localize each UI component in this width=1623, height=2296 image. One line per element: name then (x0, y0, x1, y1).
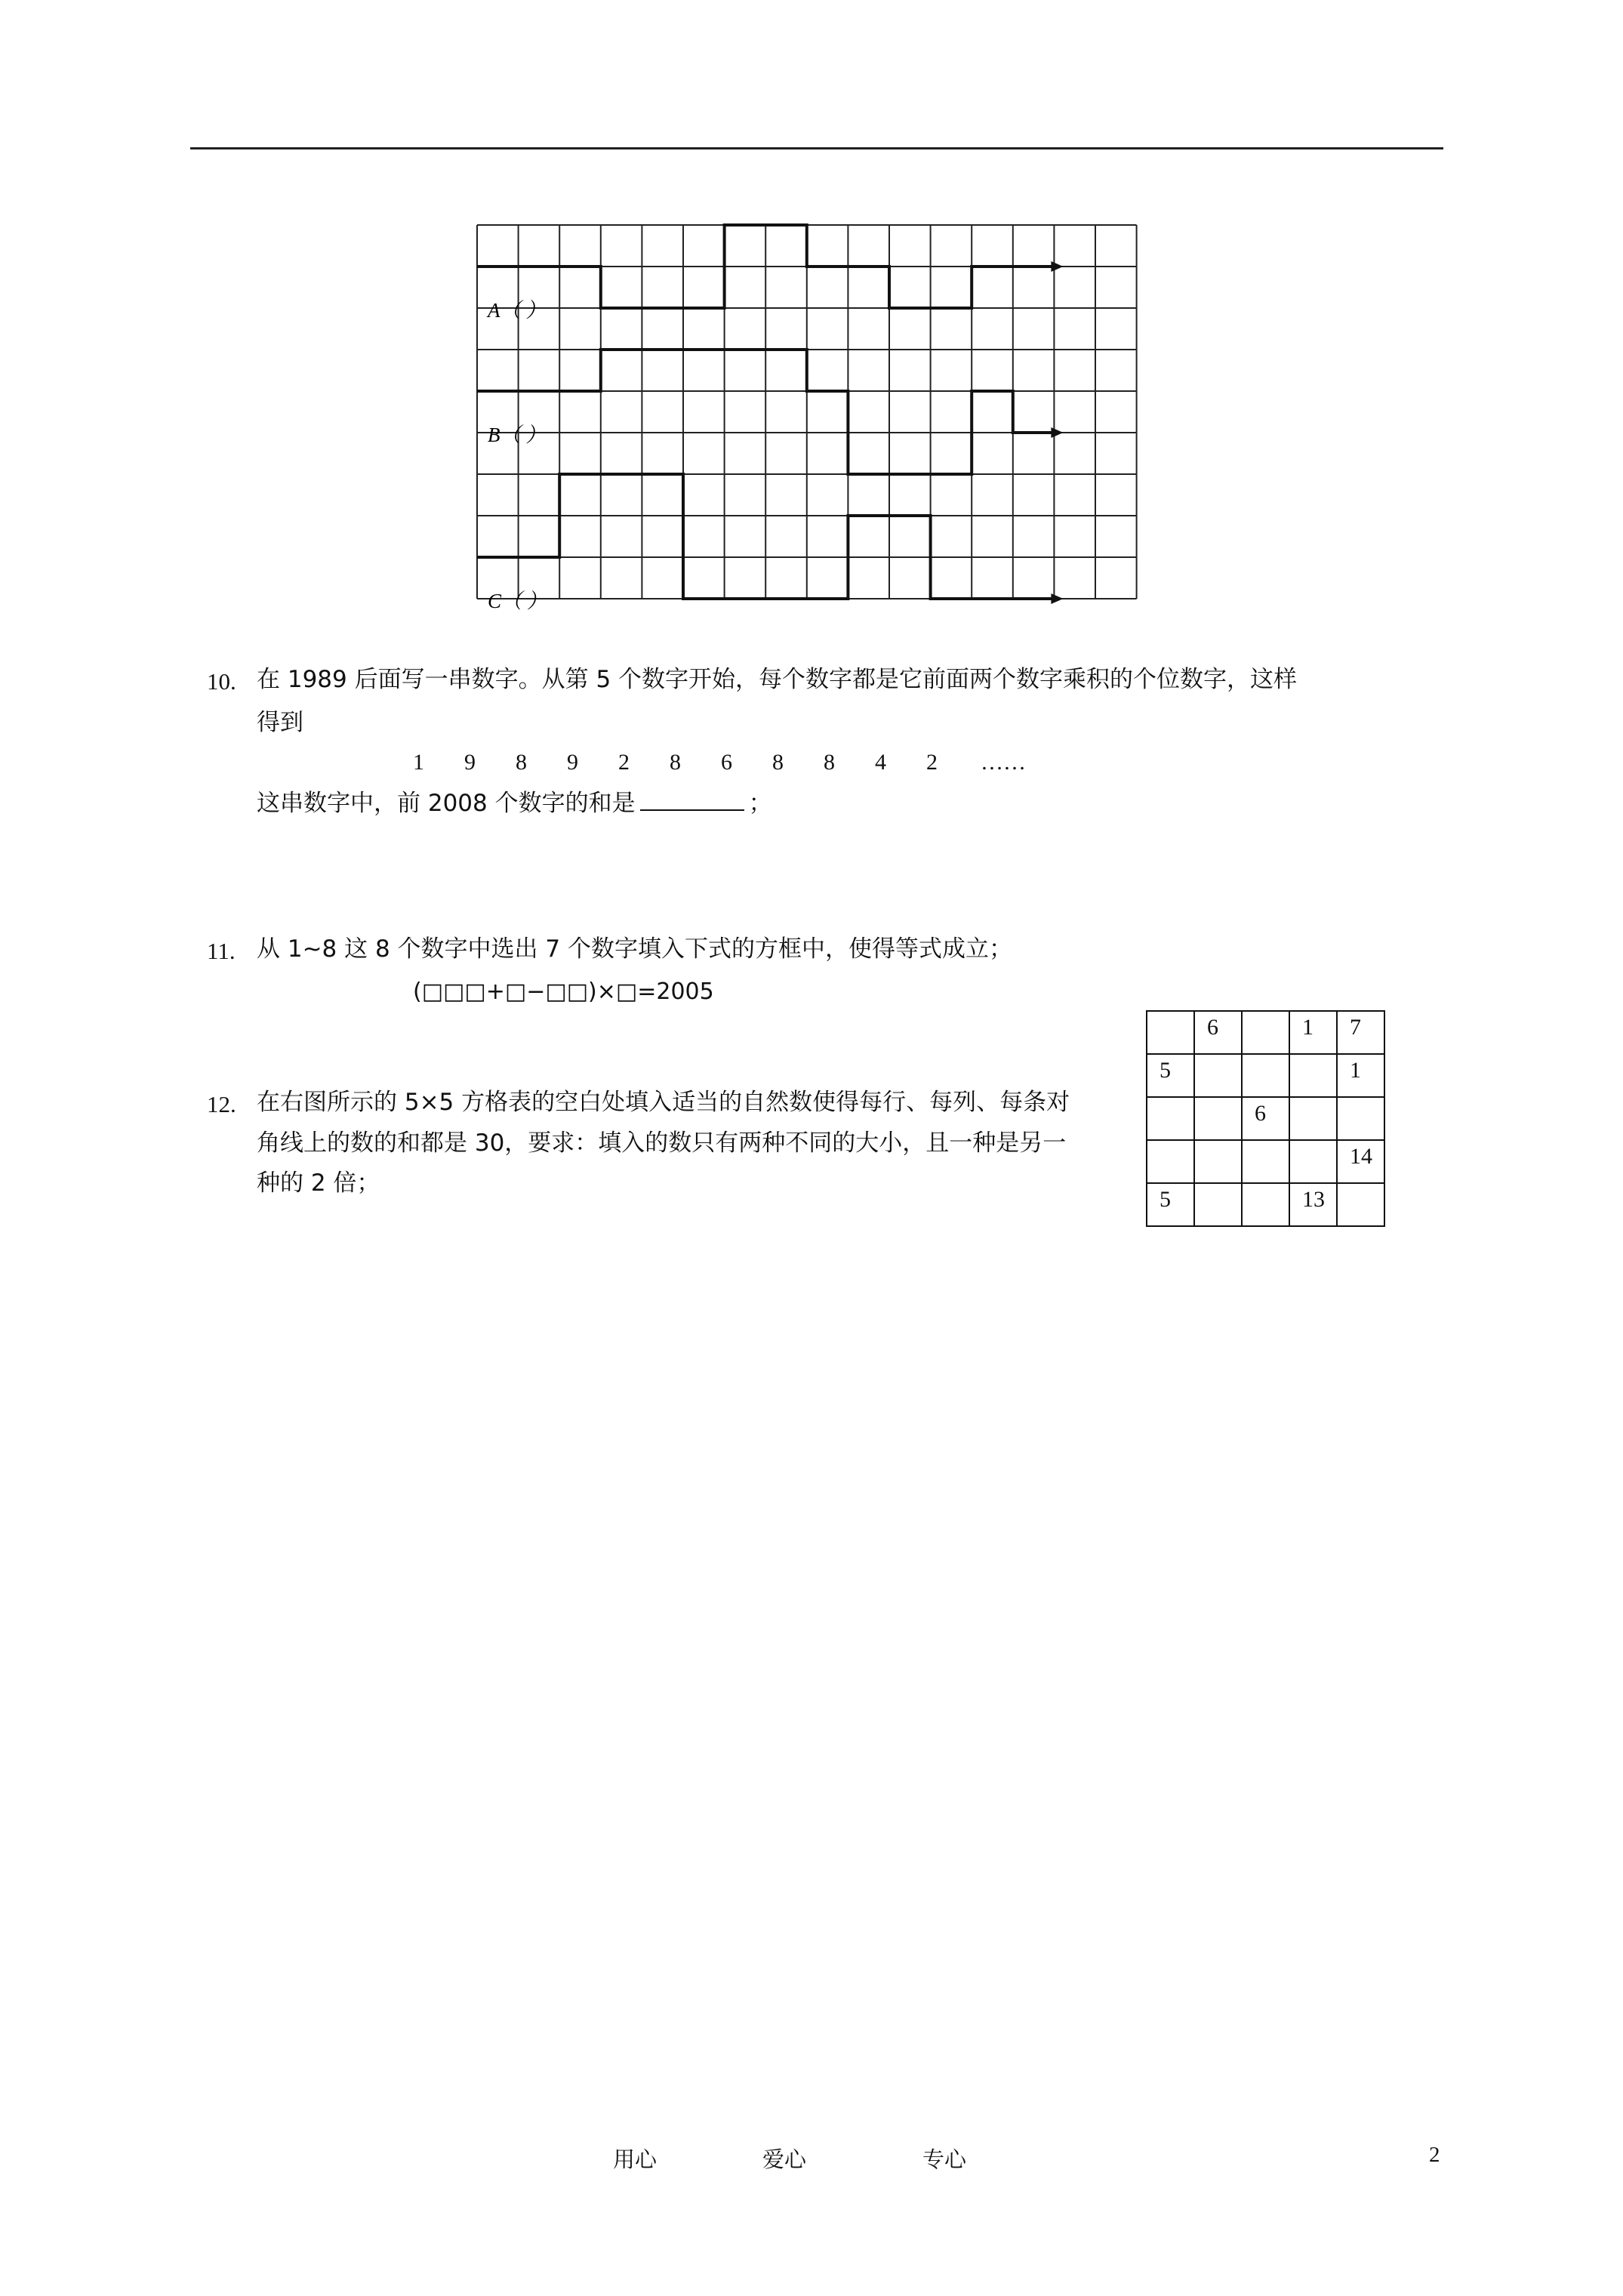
table-cell: 7 (1337, 1011, 1384, 1054)
table-cell (1194, 1097, 1242, 1140)
answer-blank[interactable] (640, 787, 744, 811)
table-cell: 1 (1337, 1054, 1384, 1097)
seq-digit: 8 (516, 750, 527, 775)
q12-number: 12. (207, 1091, 236, 1117)
q10-number: 10. (207, 668, 236, 695)
table-cell: 6 (1194, 1011, 1242, 1054)
table-cell (1194, 1140, 1242, 1183)
table-row (1147, 1097, 1384, 1140)
seq-digit: 1 (413, 750, 424, 775)
table-cell (1147, 1011, 1194, 1054)
q10-sequence (413, 750, 1062, 780)
table-cell (1194, 1183, 1242, 1226)
footer-word-2: 爱心 (762, 2147, 807, 2172)
seq-digit: 9 (464, 750, 476, 775)
route-arrowhead (1051, 593, 1063, 604)
q11-formula: (□□□+□−□□)×□=2005 (413, 978, 714, 1005)
seq-ellipsis: …… (981, 750, 1026, 775)
table-cell (1337, 1097, 1384, 1140)
table-cell: 6 (1242, 1097, 1289, 1140)
route-grid-figure (476, 223, 1140, 616)
q10-line1: 在 1989 后面写一串数字。从第 5 个数字开始，每个数字都是它前面两个数字乘积的个位数字，这样 (257, 666, 1298, 693)
table-cell: 1 (1289, 1011, 1337, 1054)
seq-digit: 6 (721, 750, 732, 775)
q11-line1: 从 1~8 这 8 个数字中选出 7 个数字填入下式的方框中，使得等式成立； (257, 935, 1012, 963)
table-cell (1242, 1183, 1289, 1226)
table-cell: 14 (1337, 1140, 1384, 1183)
footer-word-1: 用心 (613, 2147, 658, 2172)
grid-lines (477, 225, 1137, 599)
route-label-b: B（ ） (488, 424, 547, 446)
route-arrowhead (1051, 427, 1063, 438)
table-cell: 13 (1289, 1183, 1337, 1226)
route-arrows (1051, 261, 1063, 604)
page-number: 2 (1429, 2143, 1440, 2167)
table-cell (1242, 1140, 1289, 1183)
table-cell: 5 (1147, 1183, 1194, 1226)
q10-line2: 得到 (257, 709, 303, 736)
table-row (1147, 1183, 1384, 1226)
q12-line2: 角线上的数的和都是 30，要求：填入的数只有两种不同的大小，且一种是另一 (257, 1130, 1067, 1157)
seq-digit: 4 (875, 750, 886, 775)
table-cell (1289, 1097, 1337, 1140)
table-row (1147, 1054, 1384, 1097)
footer-word-3: 专心 (922, 2147, 967, 2172)
table-row (1147, 1140, 1384, 1183)
magic-square-table (1146, 1010, 1385, 1227)
seq-digit: 9 (567, 750, 578, 775)
seq-digit: 8 (824, 750, 835, 775)
header-rule (190, 147, 1443, 149)
q10-line4-text: 这串数字中，前 2008 个数字的和是 (257, 790, 636, 817)
q12-line3: 种的 2 倍； (257, 1170, 380, 1197)
table-cell (1242, 1054, 1289, 1097)
table-cell: 5 (1147, 1054, 1194, 1097)
table-cell (1289, 1054, 1337, 1097)
seq-digit: 2 (618, 750, 630, 775)
table-cell (1242, 1011, 1289, 1054)
seq-digit: 2 (926, 750, 938, 775)
q12-line1: 在右图所示的 5×5 方格表的空白处填入适当的自然数使得每行、每列、每条对 (257, 1089, 1070, 1116)
seq-digit: 8 (772, 750, 784, 775)
table-cell (1194, 1054, 1242, 1097)
table-row (1147, 1011, 1384, 1054)
route-arrowhead (1051, 261, 1063, 272)
table-cell (1289, 1140, 1337, 1183)
q11-number: 11. (207, 938, 236, 964)
table-cell (1337, 1183, 1384, 1226)
table-cell (1147, 1140, 1194, 1183)
q10-line4-end: ； (748, 790, 772, 817)
route-label-c: C（ ） (488, 590, 547, 612)
table-cell (1147, 1097, 1194, 1140)
route-label-a: A（ ） (488, 299, 547, 322)
q10-line4 (257, 784, 772, 823)
seq-digit: 8 (670, 750, 681, 775)
